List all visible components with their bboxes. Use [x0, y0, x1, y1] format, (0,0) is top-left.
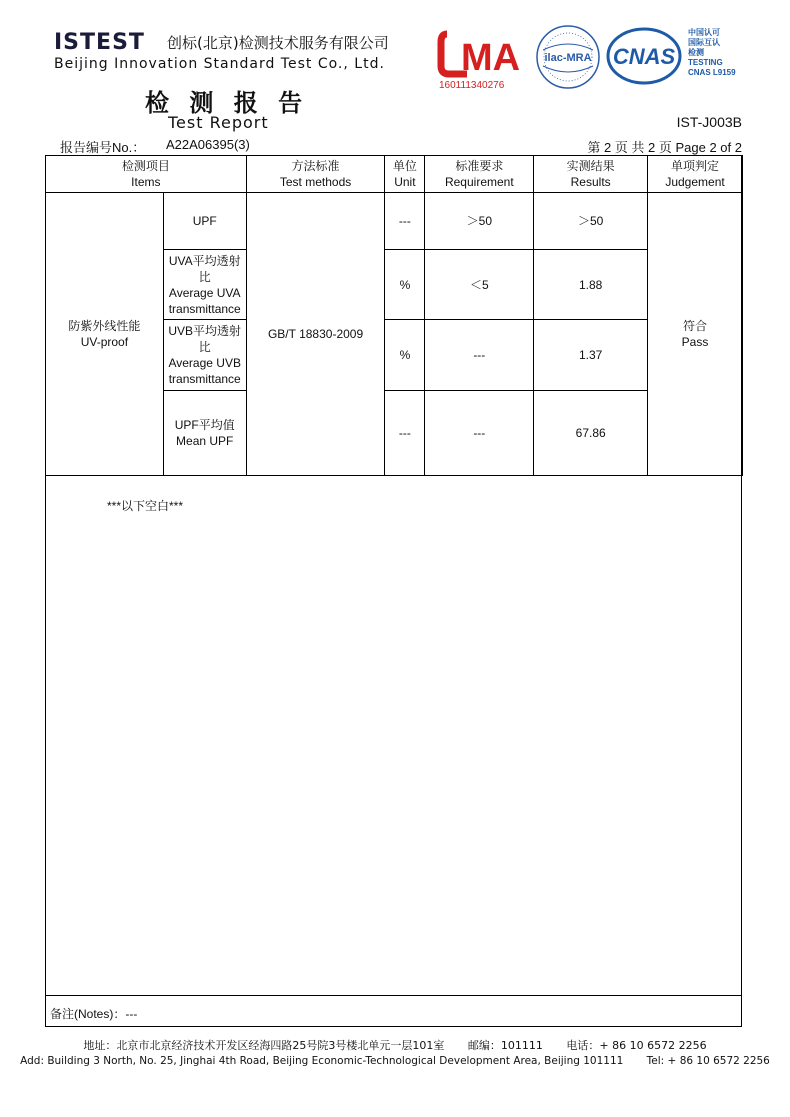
item-cell [163, 391, 246, 476]
result-cell: 67.86 [534, 391, 648, 476]
unit-cell: % [385, 250, 425, 320]
header-cn: 实测结果 [566, 159, 615, 173]
cnas-logo-text: CNAS [612, 44, 676, 69]
report-number-label: 报告编号No.： [60, 140, 146, 155]
item-cn: UPF平均值 [174, 418, 235, 432]
cnas-side-line: 中国认可 [688, 28, 720, 37]
header-unit [385, 156, 425, 193]
cma-number: 160111340276 [439, 80, 505, 91]
judgement-cell [648, 193, 743, 476]
results-table [45, 155, 743, 476]
result-cell: 1.37 [534, 320, 648, 391]
result-cell: ＞50 [534, 193, 648, 250]
header-en: Requirement [444, 175, 514, 189]
header-cn: 方法标准 [291, 159, 340, 173]
cnas-side-line: 国际互认 [688, 38, 720, 47]
header-en: Judgement [665, 175, 725, 189]
cnas-logo [606, 26, 682, 86]
cnas-side-line: CNAS L9159 [688, 68, 736, 77]
header-en: Results [570, 175, 611, 189]
notes: 备注(Notes)：--- [50, 1007, 138, 1021]
cnas-side-line: 检测 [688, 48, 704, 57]
report-title-cn: 检 测 报 告 [145, 88, 309, 117]
requirement-cell: ＞50 [425, 193, 534, 250]
item-cell: UPF [163, 193, 246, 250]
method-cell: GB/T 18830-2009 [246, 193, 385, 476]
header-judgement [648, 156, 743, 193]
cnas-side-line: TESTING [688, 58, 723, 67]
header-requirement [425, 156, 534, 193]
judgement-en: Pass [681, 335, 709, 349]
table-row [46, 193, 743, 250]
requirement-cell: ＜5 [425, 250, 534, 320]
report-title-en: Test Report [168, 113, 269, 132]
unit-cell: % [385, 320, 425, 391]
header-cn: 检测项目 [121, 159, 170, 173]
item-en: Average UVA transmittance [168, 285, 241, 316]
ilac-mra-logo [535, 24, 601, 90]
group-cn: 防紫外线性能 [68, 319, 141, 333]
form-code: IST-J003B [676, 114, 742, 130]
istest-logo: ISTEST [54, 30, 145, 55]
footer-address-en [0, 1055, 790, 1067]
blank-below-note: ***以下空白*** [107, 499, 184, 513]
address-cn: 地址：北京市北京经济技术开发区经海四路25号院3号楼北单元一层101室 [83, 1039, 445, 1052]
header-results [534, 156, 648, 193]
page-info: 第 2 页 共 2 页 Page 2 of 2 [587, 140, 742, 155]
telephone-en: Tel: + 86 10 6572 2256 [646, 1055, 770, 1067]
requirement-cell: --- [425, 320, 534, 391]
header-en: Unit [394, 175, 416, 189]
header-cn: 单项判定 [671, 159, 720, 173]
requirement-cell: --- [425, 391, 534, 476]
item-cell [163, 320, 246, 391]
unit-cell: --- [385, 193, 425, 250]
cnas-side-text [688, 28, 736, 78]
item-cell [163, 250, 246, 320]
header-cn: 标准要求 [455, 159, 504, 173]
table-header-row [46, 156, 743, 193]
ilac-logo-text: ilac-MRA [544, 52, 592, 64]
unit-cell: --- [385, 391, 425, 476]
item-en: Mean UPF [176, 434, 234, 448]
judgement-cn: 符合 [683, 319, 708, 333]
group-cell [46, 193, 164, 476]
footer-address-cn [0, 1037, 790, 1053]
header-en: Items [131, 175, 161, 189]
cma-logo-text: MA [461, 37, 521, 79]
item-cn: UVA平均透射比 [168, 253, 241, 284]
group-en: UV-proof [80, 335, 129, 349]
postcode-cn: 邮编：101111 [467, 1039, 543, 1052]
cma-logo [437, 26, 521, 92]
company-name-en: Beijing Innovation Standard Test Co., Ltd. [54, 56, 385, 72]
report-number: A22A06395(3) [166, 137, 250, 152]
company-name-cn: 创标(北京)检测技术服务有限公司 [167, 34, 389, 52]
result-cell: 1.88 [534, 250, 648, 320]
header-items [46, 156, 247, 193]
notes-divider [45, 995, 742, 996]
header-en: Test methods [279, 175, 352, 189]
telephone-cn: 电话：+ 86 10 6572 2256 [566, 1039, 707, 1052]
header-methods [246, 156, 385, 193]
header-cn: 单位 [392, 159, 417, 173]
item-en: Average UVB transmittance [168, 356, 241, 386]
address-en: Add: Building 3 North, No. 25, Jinghai 4th Road, Beijing Economic-Technological Development Area, Beijing 101111 [20, 1055, 624, 1067]
item-cn: UVB平均透射比 [168, 324, 242, 354]
